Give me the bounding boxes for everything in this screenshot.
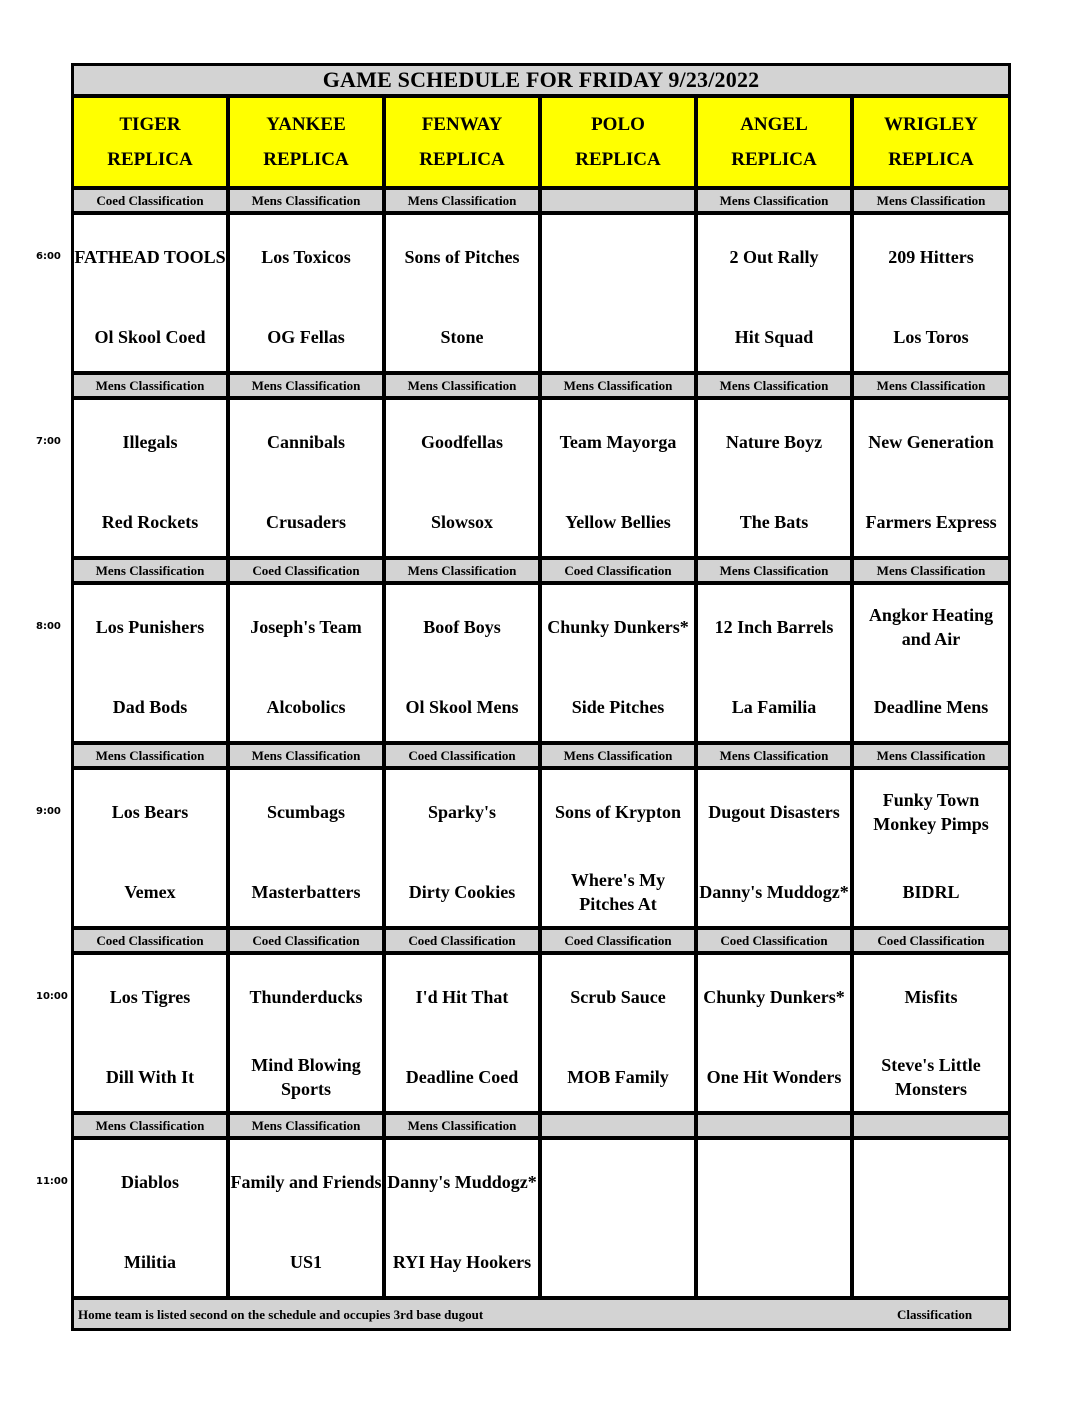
game-cell [854, 1140, 1008, 1300]
home-team: Deadline Coed [405, 1067, 519, 1087]
home-team: Deadline Mens [873, 697, 989, 717]
game-row [74, 400, 1008, 560]
classification-label: Coed Classification [74, 930, 230, 955]
game-cell [386, 770, 542, 930]
classification-label [854, 1115, 1008, 1140]
classification-label: Mens Classification [854, 375, 1008, 400]
game-row [74, 215, 1008, 375]
footer-row [74, 1300, 1008, 1328]
away-team: New Generation [868, 432, 994, 452]
away-team: Danny's Muddogz* [387, 1172, 537, 1192]
field-name: TIGER [119, 114, 181, 135]
field-header [74, 98, 230, 190]
home-team: Crusaders [266, 512, 346, 532]
classification-label: Mens Classification [542, 375, 698, 400]
away-team: Thunderducks [249, 987, 363, 1007]
classification-label: Coed Classification [698, 930, 854, 955]
classification-label: Mens Classification [74, 560, 230, 585]
game-cell [386, 1140, 542, 1300]
home-team: Alcobolics [266, 697, 346, 717]
away-team: Diablos [120, 1172, 180, 1192]
game-cell [386, 585, 542, 745]
field-sub: REPLICA [107, 149, 193, 170]
home-team: MOB Family [567, 1067, 669, 1087]
game-cell [230, 215, 386, 375]
away-team: Family and Friends [230, 1172, 382, 1192]
home-team: Masterbatters [251, 882, 361, 902]
classification-label: Mens Classification [854, 560, 1008, 585]
classification-label: Coed Classification [542, 930, 698, 955]
game-cell [230, 1140, 386, 1300]
game-cell [386, 955, 542, 1115]
game-cell [230, 400, 386, 560]
away-team: FATHEAD TOOLS [74, 247, 226, 267]
classification-row [74, 190, 1008, 215]
game-cell [854, 400, 1008, 560]
away-team: Boof Boys [423, 617, 501, 637]
classification-row [74, 745, 1008, 770]
classification-row [74, 930, 1008, 955]
home-team: Dill With It [105, 1067, 195, 1087]
home-team: RYI Hay Hookers [392, 1252, 532, 1272]
home-team: One Hit Wonders [706, 1067, 842, 1087]
classification-row [74, 560, 1008, 585]
game-cell [74, 1140, 230, 1300]
home-team: Yellow Bellies [565, 512, 671, 532]
away-team: Team Mayorga [559, 432, 677, 452]
home-team: The Bats [739, 512, 809, 532]
game-cell [230, 770, 386, 930]
classification-row [74, 375, 1008, 400]
game-cell [854, 770, 1008, 930]
field-name: ANGEL [740, 114, 808, 135]
game-cell [542, 585, 698, 745]
field-header [854, 98, 1008, 190]
field-header [230, 98, 386, 190]
away-team: Scrub Sauce [570, 987, 666, 1007]
game-cell [386, 215, 542, 375]
field-name: WRIGLEY [884, 114, 979, 135]
field-header [698, 98, 854, 190]
game-cell [698, 585, 854, 745]
footer-note: Home team is listed second on the schedule and occupies 3rd base dugout [78, 1307, 484, 1322]
away-team: Goodfellas [420, 432, 503, 452]
classification-label: Mens Classification [74, 375, 230, 400]
schedule-table [71, 63, 1011, 1331]
field-header [386, 98, 542, 190]
field-sub: REPLICA [731, 149, 817, 170]
title-row [74, 66, 1008, 98]
classification-label: Mens Classification [698, 375, 854, 400]
game-cell [542, 1140, 698, 1300]
classification-label: Mens Classification [230, 1115, 386, 1140]
classification-label: Mens Classification [74, 1115, 230, 1140]
home-team: Stone [440, 327, 484, 347]
game-row [74, 955, 1008, 1115]
home-team: Militia [124, 1252, 176, 1272]
away-team: Los Tigres [109, 987, 191, 1007]
game-cell [542, 770, 698, 930]
home-team: Red Rockets [101, 512, 199, 532]
home-team: Steve's Little Monsters [881, 1055, 981, 1099]
game-cell [854, 585, 1008, 745]
home-team: Ol Skool Mens [405, 697, 519, 717]
classification-label: Mens Classification [230, 190, 386, 215]
away-team: Funky Town Monkey Pimps [873, 790, 989, 834]
away-team: Los Toxicos [261, 247, 351, 267]
game-cell [74, 770, 230, 930]
game-row [74, 1140, 1008, 1300]
away-team: Chunky Dunkers* [703, 987, 845, 1007]
away-team: Nature Boyz [725, 432, 823, 452]
classification-label: Mens Classification [386, 190, 542, 215]
home-team: Side Pitches [571, 697, 665, 717]
footer-classification: Classification [896, 1307, 973, 1322]
game-cell [74, 400, 230, 560]
classification-row [74, 1115, 1008, 1140]
time-slot-label: 6:00 [36, 251, 61, 262]
footer-cell [74, 1300, 1008, 1328]
field-header [542, 98, 698, 190]
classification-label: Mens Classification [386, 560, 542, 585]
time-slot-label: 8:00 [36, 621, 61, 632]
field-header-row [74, 98, 1008, 190]
game-cell [698, 770, 854, 930]
game-cell [74, 585, 230, 745]
away-team: Scumbags [266, 802, 346, 822]
game-cell [698, 955, 854, 1115]
classification-label: Mens Classification [698, 745, 854, 770]
away-team: Los Punishers [95, 617, 205, 637]
home-team: Los Toros [893, 327, 969, 347]
away-team: 2 Out Rally [729, 247, 819, 267]
field-sub: REPLICA [263, 149, 349, 170]
home-team: Danny's Muddogz* [699, 882, 849, 902]
away-team: 12 Inch Barrels [714, 617, 834, 637]
game-row [74, 585, 1008, 745]
classification-label: Mens Classification [542, 745, 698, 770]
game-cell [542, 955, 698, 1115]
home-team: Where's My Pitches At [570, 870, 666, 914]
field-name: FENWAY [421, 114, 503, 135]
time-slot-label: 11:00 [36, 1176, 68, 1187]
field-name: YANKEE [266, 114, 346, 135]
home-team: US1 [289, 1252, 322, 1272]
classification-label: Coed Classification [386, 930, 542, 955]
classification-label: Mens Classification [854, 745, 1008, 770]
away-team: Joseph's Team [250, 617, 362, 637]
schedule-title: GAME SCHEDULE FOR FRIDAY 9/23/2022 [74, 66, 1008, 98]
classification-label: Mens Classification [386, 375, 542, 400]
game-cell [698, 215, 854, 375]
home-team: Vemex [124, 882, 176, 902]
away-team: Angkor Heating and Air [868, 605, 994, 649]
game-cell [698, 400, 854, 560]
away-team: Sons of Krypton [554, 802, 682, 822]
time-slot-label: 9:00 [36, 806, 61, 817]
away-team: Sparky's [427, 802, 497, 822]
classification-label: Mens Classification [230, 375, 386, 400]
game-cell [854, 955, 1008, 1115]
away-team: Misfits [904, 987, 958, 1007]
classification-label: Mens Classification [230, 745, 386, 770]
classification-label: Coed Classification [230, 930, 386, 955]
home-team: Hit Squad [734, 327, 814, 347]
game-cell [230, 585, 386, 745]
classification-label: Coed Classification [230, 560, 386, 585]
game-cell [74, 955, 230, 1115]
away-team: Cannibals [266, 432, 346, 452]
away-team: Chunky Dunkers* [547, 617, 689, 637]
away-team: Illegals [122, 432, 178, 452]
home-team: Slowsox [430, 512, 493, 532]
field-sub: REPLICA [419, 149, 505, 170]
home-team: OG Fellas [267, 327, 345, 347]
game-cell [542, 400, 698, 560]
classification-label: Mens Classification [698, 190, 854, 215]
classification-label: Coed Classification [386, 745, 542, 770]
away-team: Dugout Disasters [708, 802, 840, 822]
classification-label [698, 1115, 854, 1140]
home-team: La Familia [731, 697, 817, 717]
classification-label: Mens Classification [698, 560, 854, 585]
home-team: Ol Skool Coed [94, 327, 206, 347]
classification-label [542, 1115, 698, 1140]
field-name: POLO [591, 114, 645, 135]
field-sub: REPLICA [575, 149, 661, 170]
away-team: Sons of Pitches [404, 247, 520, 267]
classification-label: Coed Classification [854, 930, 1008, 955]
home-team: Dirty Cookies [408, 882, 516, 902]
game-cell [542, 215, 698, 375]
time-slot-label: 10:00 [36, 991, 68, 1002]
game-row [74, 770, 1008, 930]
away-team: Los Bears [111, 802, 189, 822]
classification-label: Mens Classification [386, 1115, 542, 1140]
classification-label: Mens Classification [854, 190, 1008, 215]
classification-label: Coed Classification [74, 190, 230, 215]
field-sub: REPLICA [888, 149, 974, 170]
home-team: Dad Bods [112, 697, 188, 717]
game-cell [386, 400, 542, 560]
home-team: BIDRL [902, 882, 960, 902]
classification-label: Coed Classification [542, 560, 698, 585]
home-team: Farmers Express [865, 512, 997, 532]
classification-label [542, 190, 698, 215]
away-team: 209 Hitters [888, 247, 974, 267]
game-cell [854, 215, 1008, 375]
game-cell [698, 1140, 854, 1300]
away-team: I'd Hit That [415, 987, 509, 1007]
time-slot-label: 7:00 [36, 436, 61, 447]
game-cell [74, 215, 230, 375]
game-cell [230, 955, 386, 1115]
classification-label: Mens Classification [74, 745, 230, 770]
home-team: Mind Blowing Sports [251, 1055, 361, 1099]
